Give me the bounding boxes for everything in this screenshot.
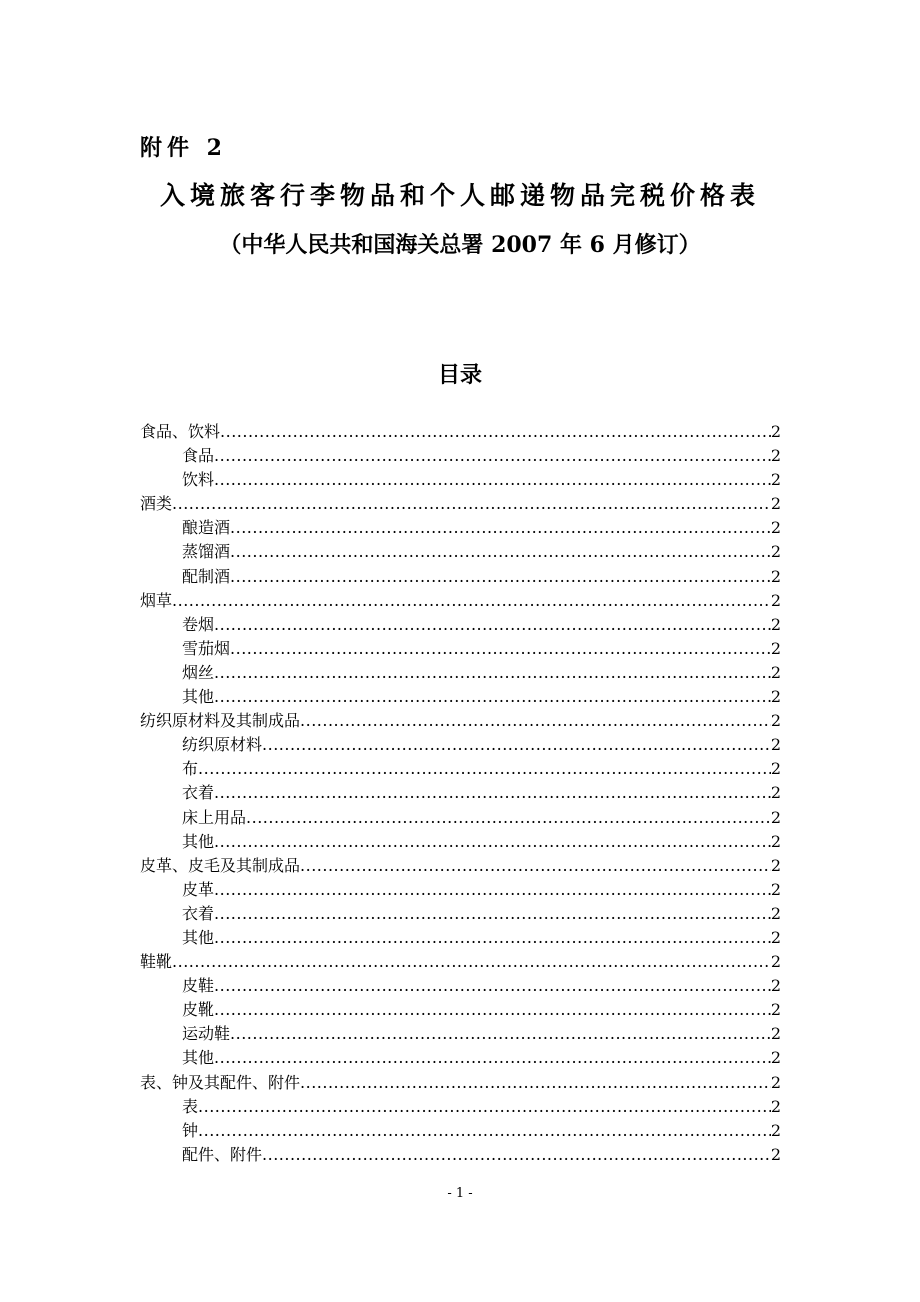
toc-entry-label: 其他 — [182, 1048, 215, 1068]
toc-entry-page: 2 — [770, 687, 781, 707]
toc-dot-leader — [230, 637, 771, 661]
toc-dot-leader — [214, 878, 771, 902]
document-title: 入境旅客行李物品和个人邮递物品完税价格表 — [159, 181, 760, 210]
toc-entry-page: 2 — [770, 927, 781, 947]
toc-entry-label: 皮革 — [182, 879, 215, 899]
toc-entry-label: 烟草 — [140, 590, 173, 610]
toc-dot-leader — [214, 685, 771, 709]
toc-entry[interactable] — [140, 685, 781, 709]
toc-entry-label: 纺织原材料及其制成品 — [140, 711, 301, 731]
toc-entry-page: 2 — [770, 976, 781, 996]
toc-dot-leader — [198, 757, 771, 781]
toc-entry-label: 其他 — [182, 927, 215, 947]
toc-entry-page: 2 — [770, 1024, 781, 1044]
toc-entry-page: 2 — [770, 952, 781, 972]
toc-entry[interactable] — [140, 540, 781, 564]
toc-entry[interactable] — [140, 1022, 781, 1046]
toc-entry[interactable] — [140, 902, 781, 926]
toc-entry-page: 2 — [770, 783, 781, 803]
toc-entry-page: 2 — [770, 518, 781, 538]
toc-dot-leader — [214, 781, 771, 805]
toc-dot-leader — [230, 540, 771, 564]
toc-dot-leader — [230, 516, 771, 540]
toc-dot-leader — [262, 733, 771, 757]
toc-entry-label: 其他 — [182, 687, 215, 707]
toc-entry-label: 布 — [182, 759, 199, 779]
toc-entry-label: 食品 — [182, 446, 215, 466]
toc-entry-page: 2 — [770, 566, 781, 586]
toc-entry[interactable] — [140, 565, 781, 589]
toc-entry-label: 表 — [182, 1096, 199, 1116]
toc-entry-page: 2 — [770, 735, 781, 755]
toc-entry-label: 烟丝 — [182, 662, 215, 682]
toc-dot-leader — [214, 926, 771, 950]
toc-entry-page: 2 — [770, 1000, 781, 1020]
toc-entry-label: 卷烟 — [182, 614, 215, 634]
toc-entry-label: 皮鞋 — [182, 976, 215, 996]
toc-entry-label: 饮料 — [182, 470, 215, 490]
toc-entry-page: 2 — [770, 759, 781, 779]
toc-entry-page: 2 — [770, 1096, 781, 1116]
toc-dot-leader — [172, 492, 771, 516]
toc-entry[interactable] — [140, 661, 781, 685]
toc-entry-page: 2 — [770, 446, 781, 466]
toc-entry-label: 运动鞋 — [182, 1024, 231, 1044]
toc-entry-page: 2 — [770, 831, 781, 851]
toc-entry-page: 2 — [770, 590, 781, 610]
toc-entry[interactable] — [140, 781, 781, 805]
toc-dot-leader — [198, 1095, 771, 1119]
toc-heading: 目录 — [437, 363, 482, 388]
toc-entry-page: 2 — [770, 1048, 781, 1068]
toc-dot-leader — [198, 1119, 771, 1143]
toc-entry-label: 配件、附件 — [182, 1144, 263, 1164]
toc-dot-leader — [172, 950, 771, 974]
toc-entry-label: 配制酒 — [182, 566, 231, 586]
toc-entry-page: 2 — [770, 494, 781, 514]
toc-entry[interactable] — [140, 830, 781, 854]
toc-entry-label: 鞋靴 — [140, 952, 173, 972]
toc-dot-leader — [214, 613, 771, 637]
toc-entry-label: 蒸馏酒 — [182, 542, 231, 562]
toc-entry-label: 皮革、皮毛及其制成品 — [140, 855, 301, 875]
toc-entry[interactable] — [140, 1143, 781, 1167]
toc-entry[interactable] — [140, 492, 781, 516]
toc-entry-label: 酿造酒 — [182, 518, 231, 538]
toc-entry[interactable] — [140, 806, 781, 830]
toc-dot-leader — [214, 444, 771, 468]
toc-dot-leader — [262, 1143, 771, 1167]
page-number: - 1 - — [447, 1186, 473, 1201]
toc-entry[interactable] — [140, 733, 781, 757]
toc-dot-leader — [214, 974, 771, 998]
toc-dot-leader — [214, 468, 771, 492]
toc-entry[interactable] — [140, 1046, 781, 1070]
toc-entry[interactable] — [140, 1071, 781, 1095]
toc-entry[interactable] — [140, 998, 781, 1022]
toc-entry[interactable] — [140, 637, 781, 661]
toc-entry-page: 2 — [770, 542, 781, 562]
toc-entry[interactable] — [140, 1119, 781, 1143]
toc-entry-page: 2 — [770, 879, 781, 899]
toc-entry[interactable] — [140, 1095, 781, 1119]
toc-entry-page: 2 — [770, 662, 781, 682]
toc-entry-label: 床上用品 — [182, 807, 247, 827]
toc-dot-leader — [246, 806, 771, 830]
toc-entry[interactable] — [140, 468, 781, 492]
toc-dot-leader — [214, 998, 771, 1022]
toc-entry-page: 2 — [770, 614, 781, 634]
toc-dot-leader — [214, 661, 771, 685]
toc-entry-label: 皮靴 — [182, 1000, 215, 1020]
attachment-label: 附件 2 — [140, 135, 227, 161]
toc-entry-page: 2 — [770, 1120, 781, 1140]
toc-entry[interactable] — [140, 420, 781, 444]
toc-dot-leader — [300, 1071, 771, 1095]
toc-dot-leader — [220, 420, 771, 444]
toc-entry-label: 其他 — [182, 831, 215, 851]
toc-entry-label: 食品、饮料 — [140, 422, 221, 441]
toc-entry[interactable] — [140, 854, 781, 878]
toc-dot-leader — [214, 830, 771, 854]
toc-entry-page: 2 — [770, 711, 781, 731]
toc-entry-page: 2 — [770, 422, 781, 441]
toc-entry[interactable] — [140, 613, 781, 637]
table-of-contents — [140, 420, 781, 1167]
toc-entry-label: 酒类 — [140, 494, 173, 514]
toc-dot-leader — [214, 1046, 771, 1070]
toc-entry-page: 2 — [770, 1072, 781, 1092]
toc-entry-page: 2 — [770, 903, 781, 923]
toc-entry-label: 衣着 — [182, 903, 215, 923]
toc-entry[interactable] — [140, 878, 781, 902]
toc-entry[interactable] — [140, 516, 781, 540]
toc-entry-page: 2 — [770, 807, 781, 827]
toc-entry[interactable] — [140, 926, 781, 950]
toc-entry[interactable] — [140, 709, 781, 733]
toc-dot-leader — [300, 709, 771, 733]
toc-dot-leader — [214, 902, 771, 926]
toc-entry-page: 2 — [770, 470, 781, 490]
toc-entry-page: 2 — [770, 638, 781, 658]
toc-entry-label: 纺织原材料 — [182, 735, 263, 755]
document-subtitle: （中华人民共和国海关总署 2007 年 6 月修订） — [219, 232, 701, 258]
toc-dot-leader — [172, 589, 771, 613]
toc-entry-label: 钟 — [182, 1120, 199, 1140]
toc-entry-label: 衣着 — [182, 783, 215, 803]
toc-entry-page: 2 — [770, 1144, 781, 1164]
toc-dot-leader — [230, 565, 771, 589]
toc-entry[interactable] — [140, 757, 781, 781]
toc-entry[interactable] — [140, 589, 781, 613]
toc-dot-leader — [230, 1022, 771, 1046]
toc-entry[interactable] — [140, 974, 781, 998]
toc-entry-label: 表、钟及其配件、附件 — [140, 1072, 301, 1092]
toc-entry[interactable] — [140, 950, 781, 974]
toc-dot-leader — [300, 854, 771, 878]
toc-entry-page: 2 — [770, 855, 781, 875]
toc-entry-label: 雪茄烟 — [182, 638, 231, 658]
toc-entry[interactable] — [140, 444, 781, 468]
